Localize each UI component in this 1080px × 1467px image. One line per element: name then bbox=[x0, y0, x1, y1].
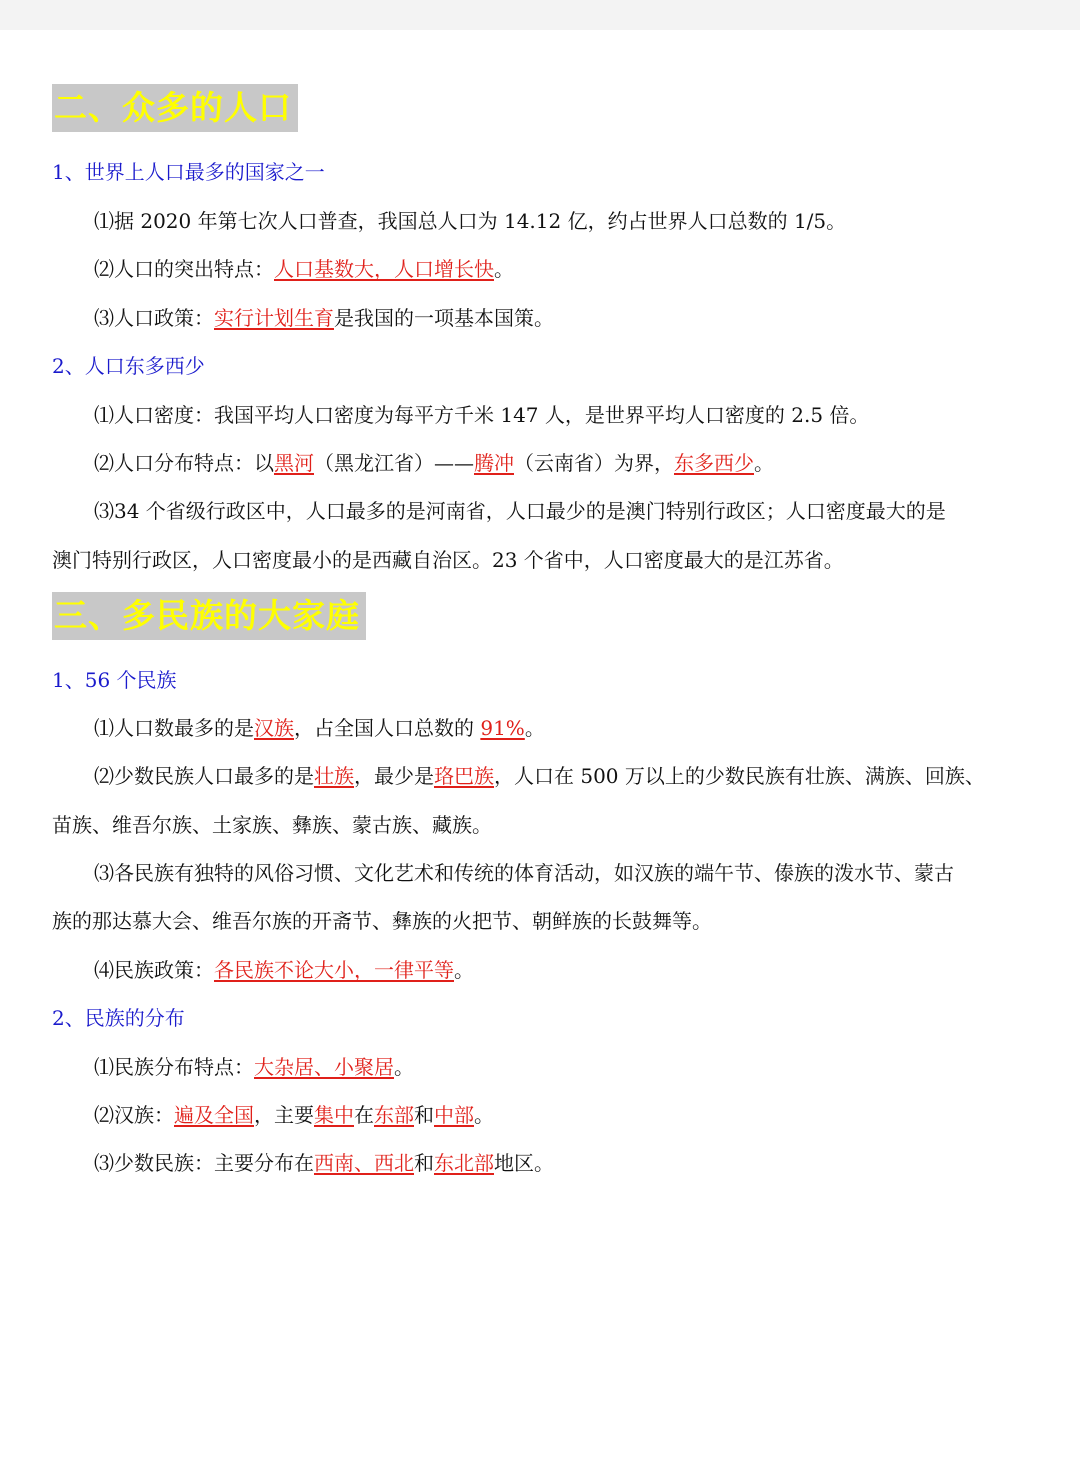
text-segment: 地区。 bbox=[494, 1151, 554, 1175]
text-line bbox=[52, 811, 492, 839]
highlight-term: 壮族 bbox=[314, 764, 354, 788]
text-segment: 和 bbox=[414, 1103, 434, 1127]
highlight-term: 东北部 bbox=[434, 1151, 494, 1175]
text-line bbox=[94, 401, 869, 429]
text-segment: ，最少是 bbox=[354, 764, 434, 788]
text-segment: ⑶34 个省级行政区中，人口最多的是河南省，人口最少的是澳门特别行政区；人口密度最大的是 bbox=[94, 499, 946, 523]
highlight-term: 汉族 bbox=[254, 716, 294, 740]
text-line bbox=[52, 546, 844, 574]
highlight-term: 西南、西北 bbox=[314, 1151, 414, 1175]
highlight-term: 遍及全国 bbox=[174, 1103, 254, 1127]
text-segment: ⑴民族分布特点： bbox=[94, 1055, 254, 1079]
text-segment: ⑵人口的突出特点： bbox=[94, 257, 274, 281]
highlight-term: 91% bbox=[480, 716, 525, 740]
highlight-term: 实行计划生育 bbox=[214, 306, 334, 330]
highlight-term: 黑河 bbox=[274, 451, 314, 475]
highlight-term: 人口基数大，人口增长快 bbox=[274, 257, 494, 281]
highlight-term: 东多西少 bbox=[674, 451, 754, 475]
text-line bbox=[94, 449, 774, 477]
text-segment: ⑵少数民族人口最多的是 bbox=[94, 764, 314, 788]
text-segment: 在 bbox=[354, 1103, 374, 1127]
subheading-east-west-distribution: 2、人口东多西少 bbox=[52, 354, 205, 378]
text-segment: ⑶各民族有独特的风俗习惯、文化艺术和传统的体育活动，如汉族的端午节、傣族的泼水节、蒙古 bbox=[94, 861, 954, 885]
text-line bbox=[94, 1149, 554, 1177]
text-segment: （云南省）为界， bbox=[514, 451, 674, 475]
text-line bbox=[94, 207, 846, 235]
highlight-term: 东部 bbox=[374, 1103, 414, 1127]
highlight-term: 集中 bbox=[314, 1103, 354, 1127]
text-segment: 。 bbox=[394, 1055, 414, 1079]
text-segment: ⑷民族政策： bbox=[94, 958, 214, 982]
text-line bbox=[94, 255, 514, 283]
text-segment: 。 bbox=[474, 1103, 494, 1127]
subheading-56-ethnic-groups: 1、56 个民族 bbox=[52, 668, 177, 692]
text-line bbox=[94, 1101, 494, 1129]
text-segment: 族的那达慕大会、维吾尔族的开斋节、彝族的火把节、朝鲜族的长鼓舞等。 bbox=[52, 909, 712, 933]
text-line bbox=[94, 762, 985, 790]
text-segment: ⑵汉族： bbox=[94, 1103, 174, 1127]
text-segment: ⑴据 2020 年第七次人口普查，我国总人口为 14.12 亿，约占世界人口总数的 1/5。 bbox=[94, 209, 847, 233]
subheading-largest-population: 1、世界上人口最多的国家之一 bbox=[52, 160, 325, 184]
text-segment: ⑶人口政策： bbox=[94, 306, 214, 330]
highlight-term: 珞巴族 bbox=[434, 764, 494, 788]
text-segment: 。 bbox=[524, 716, 545, 740]
text-segment: ⑴人口数最多的是 bbox=[94, 716, 254, 740]
highlight-term: 腾冲 bbox=[474, 451, 514, 475]
text-segment: ⑴人口密度：我国平均人口密度为每平方千米 147 人，是世界平均人口密度的 2.5 倍。 bbox=[94, 403, 870, 427]
text-segment: ⑶少数民族：主要分布在 bbox=[94, 1151, 314, 1175]
text-line bbox=[94, 859, 954, 887]
text-line bbox=[94, 714, 545, 742]
text-segment: 苗族、维吾尔族、土家族、彝族、蒙古族、藏族。 bbox=[52, 813, 492, 837]
text-segment: （黑龙江省）—— bbox=[314, 451, 474, 475]
text-segment: 和 bbox=[414, 1151, 434, 1175]
text-line bbox=[94, 956, 474, 984]
highlight-term: 中部 bbox=[434, 1103, 474, 1127]
top-strip bbox=[0, 0, 1080, 30]
section-header-ethnic-groups: 三、多民族的大家庭 bbox=[52, 592, 366, 640]
section-header-population: 二、众多的人口 bbox=[52, 84, 298, 132]
text-line bbox=[94, 1053, 414, 1081]
text-line bbox=[94, 304, 554, 332]
text-segment: ，占全国人口总数的 bbox=[294, 716, 481, 740]
text-segment: 澳门特别行政区，人口密度最小的是西藏自治区。23 个省中，人口密度最大的是江苏省。 bbox=[52, 548, 844, 572]
text-segment: ⑵人口分布特点：以 bbox=[94, 451, 274, 475]
highlight-term: 各民族不论大小，一律平等 bbox=[214, 958, 454, 982]
text-segment: 是我国的一项基本国策。 bbox=[334, 306, 554, 330]
text-segment: 。 bbox=[754, 451, 774, 475]
text-segment: ，主要 bbox=[254, 1103, 314, 1127]
text-segment: ，人口在 500 万以上的少数民族有壮族、满族、回族、 bbox=[494, 764, 985, 788]
highlight-term: 大杂居、小聚居 bbox=[254, 1055, 394, 1079]
text-line bbox=[94, 497, 946, 525]
text-segment: 。 bbox=[494, 257, 514, 281]
text-segment: 。 bbox=[454, 958, 474, 982]
text-line bbox=[52, 907, 712, 935]
subheading-ethnic-distribution: 2、民族的分布 bbox=[52, 1006, 185, 1030]
